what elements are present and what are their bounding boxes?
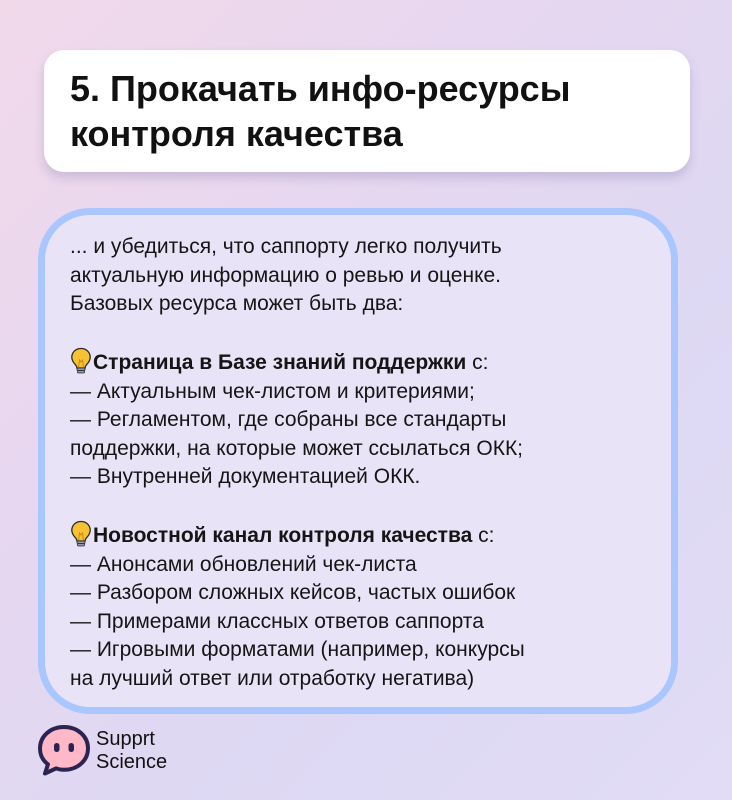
section-2-heading (70, 520, 525, 551)
spacer (70, 319, 525, 348)
section-2-title: Новостной канал контроля качества (93, 524, 473, 547)
brand-line-2: Science (96, 751, 168, 773)
section-1-title: Страница в Базе знаний поддержки (93, 351, 467, 374)
intro-line: актуальную информацию о ревью и оценке. (70, 263, 502, 287)
brand-name (96, 728, 167, 774)
intro-line: ... и убедиться, что саппорту легко получить (70, 235, 502, 258)
section-1-line: — Регламентом, где собраны все стандарты (70, 408, 507, 431)
content-card (38, 208, 678, 714)
content-text (70, 233, 525, 693)
lightbulb-icon (70, 347, 92, 375)
page-title-line-2: контроля качества (70, 113, 403, 154)
section-2-line: — Игровыми форматами (например, конкурсы (70, 638, 525, 661)
section-2-line: — Анонсами обновлений чек-листа (70, 552, 417, 576)
intro-line: Базовых ресурса может быть два: (70, 292, 404, 315)
section-1-heading (70, 347, 525, 378)
supprt-science-logo-icon (34, 720, 94, 780)
section-1-line: поддержки, на которые может ссылаться ОКК; (70, 436, 524, 460)
lightbulb-icon (70, 520, 92, 548)
section-2-line: на лучший ответ или отработку негатива) (70, 666, 475, 690)
section-2-line: — Разбором сложных кейсов, частых ошибок (70, 581, 516, 604)
brand-line-1: Supprt (96, 728, 155, 750)
section-1-suffix: с: (466, 351, 489, 374)
section-2-line: — Примерами классных ответов саппорта (70, 609, 484, 633)
spacer (70, 492, 525, 521)
section-2-suffix: с: (472, 524, 495, 547)
title-card (44, 50, 690, 172)
page-title-line-1: 5. Прокачать инфо-ресурсы (70, 68, 571, 109)
section-1-line: — Внутренней документацией ОКК. (70, 465, 421, 488)
section-1-line: — Актуальным чек-листом и критериями; (70, 379, 475, 403)
